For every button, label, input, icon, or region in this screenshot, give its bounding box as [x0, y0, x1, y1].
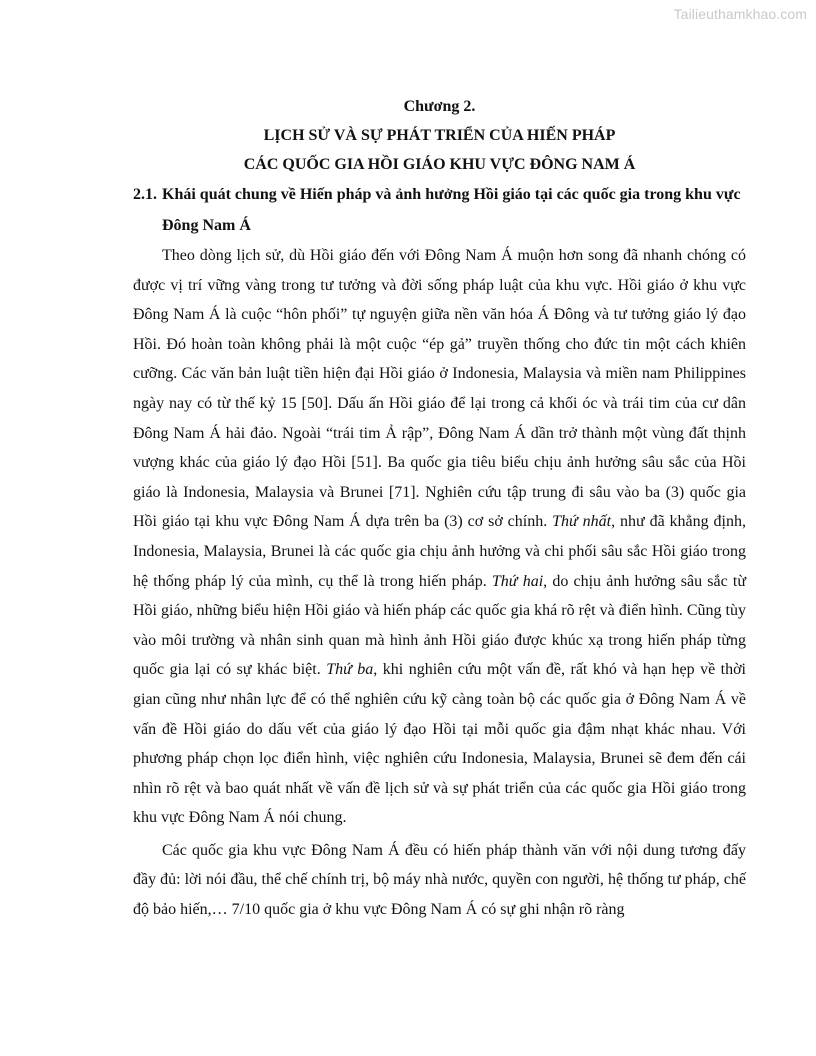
- chapter-title-line-1: LỊCH SỬ VÀ SỰ PHÁT TRIỂN CỦA HIẾN PHÁP: [263, 127, 616, 144]
- paragraph-1-text-b: , như đã khẳng định, Indonesia, Malaysia, Brunei là các quốc gia chịu ảnh hưởng và chi phối sâu sắc Hồi giáo trong hệ thống pháp lý của mình, cụ thể là trong hiến pháp.: [133, 513, 747, 590]
- body-paragraph-2: Các quốc gia khu vực Đông Nam Á đều có hiến pháp thành văn với nội dung tương đấy đầy đủ: lời nói đầu, thể chế chính trị, bộ máy nhà nước, quyền con người, hệ thống tư pháp, chế độ bảo hiến,… 7/10 quốc gia ở khu vực Đông Nam Á có sự ghi nhận rõ ràng: [133, 841, 746, 919]
- section-number: 2.1.: [133, 186, 157, 203]
- paragraph-1-text-d: , khi nghiên cứu một vấn đề, rất khó và hạn hẹp về thời gian cũng như nhân lực để có thể nghiên cứu kỹ càng toàn bộ các quốc gia ở Đông Nam Á về vấn đề Hồi giáo do dấu vết của giáo lý đạo Hồi tại mỗi quốc gia đậm nhạt khác nhau. Với phương pháp chọn lọc điển hình, việc nghiên cứu Indonesia, Malaysia, Brunei sẽ đem đến cái nhìn rõ rệt và bao quát nhất về vấn đề lịch sử và sự phát triển của các quốc gia Hồi giáo trong khu vực Đông Nam Á nói chung.: [133, 661, 746, 827]
- section-title: Khái quát chung về Hiến pháp và ảnh hưởng Hồi giáo tại các quốc gia trong khu vực Đông Nam Á: [162, 186, 741, 234]
- chapter-title-line-2: CÁC QUỐC GIA HỒI GIÁO KHU VỰC ĐÔNG NAM Á: [243, 156, 636, 173]
- body-paragraph-1: [133, 241, 746, 833]
- watermark-text: Tailieuthamkhao.com: [673, 6, 807, 22]
- paragraph-1-emphasis-2: Thứ hai: [491, 572, 544, 590]
- paragraph-1-emphasis-1: Thứ nhất: [552, 513, 612, 531]
- paragraph-1-text-c: , do chịu ảnh hưởng sâu sắc từ Hồi giáo, những biểu hiện Hồi giáo và hiến pháp các quốc gia khá rõ rệt và điển hình. Cũng tùy vào môi trường và nhân sinh quan mà hình ảnh Hồi giáo được khúc xạ trong hiến pháp từng quốc gia lại có sự khác biệt.: [133, 572, 747, 679]
- paragraph-1-emphasis-3: Thứ ba: [326, 661, 374, 679]
- section-heading: [133, 179, 746, 241]
- chapter-label: Chương 2.: [403, 98, 476, 115]
- document-page: [133, 92, 746, 925]
- paragraph-1-text-a: Theo dòng lịch sử, dù Hồi giáo đến với Đông Nam Á muộn hơn song đã nhanh chóng có được vị trí vững vàng trong tư tưởng và đời sống pháp luật của khu vực. Hồi giáo ở khu vực Đông Nam Á là cuộc “hôn phối” tự nguyện giữa nền văn hóa Á Đông và tư tưởng giáo lý đạo Hồi. Đó hoàn toàn không phải là một cuộc “ép gả” truyền thống cho đức tin một cách khiên cưỡng. Các văn bản luật tiền hiện đại Hồi giáo ở Indonesia, Malaysia và miền nam Philippines ngày nay có từ thế kỷ 15 [50]. Dấu ấn Hồi giáo để lại trong cả khối óc và trái tim của cư dân Đông Nam Á hải đảo. Ngoài “trái tim Ả rập”, Đông Nam Á dần trở thành một vùng đất thịnh vượng khác của giáo lý đạo Hồi [51]. Ba quốc gia tiêu biểu chịu ảnh hưởng sâu sắc của Hồi giáo là Indonesia, Malaysia và Brunei [71]. Nghiên cứu tập trung đi sâu vào ba (3) quốc gia Hồi giáo tại khu vực Đông Nam Á dựa trên ba (3) cơ sở chính.: [133, 247, 746, 531]
